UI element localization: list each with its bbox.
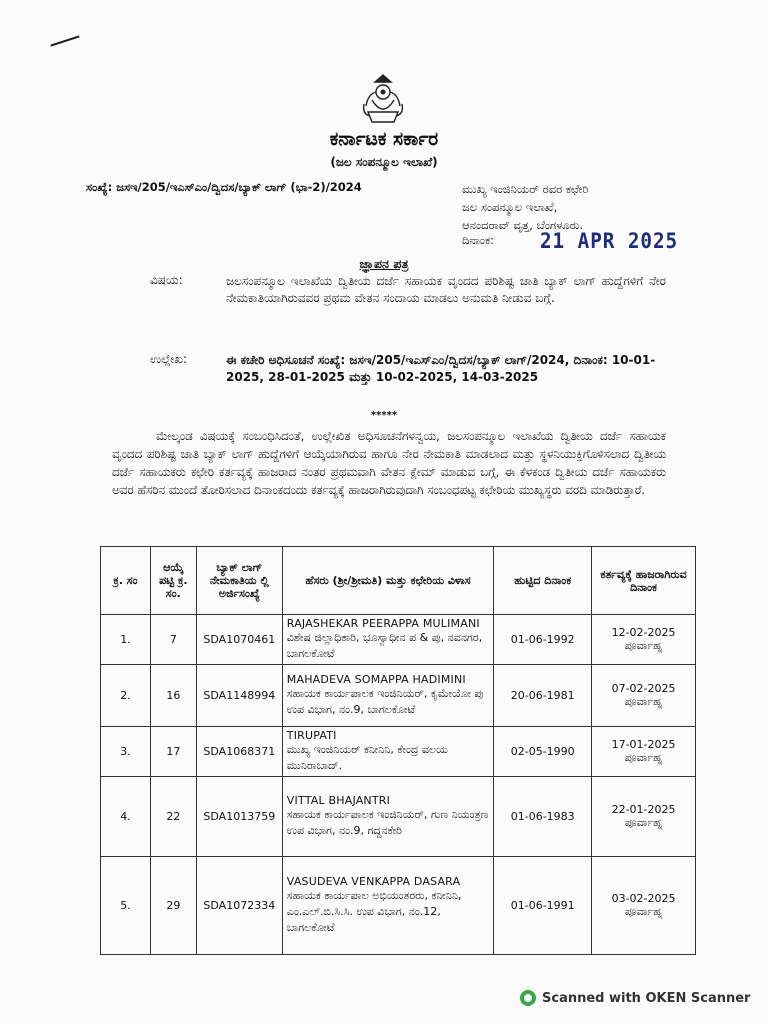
reference-text: ಈ ಕಚೇರಿ ಅಧಿಸೂಚನೆ ಸಂಖ್ಯೆ: ಜಸಇ/205/ಇಎಸ್ಎಂ/ದ್ವಿದಸ/ಬ್ಯಾಕ್ ಲಾಗ್/2024, ದಿನಾಂಕ: 10-01-2025, 28-01-2025 ಮತ್ತು 10-02-2025, 14-03-2025 [226, 353, 656, 384]
selection-number: 29 [150, 857, 196, 955]
person-name: VITTAL BHAJANTRI [286, 794, 391, 807]
office-address-text: ಸಹಾಯಕ ಕಾರ್ಯಪಾಲ ಅಭಿಯಂತರರು, ಕನೀನಿನಿ, ಎಂ.ಎಲ್.ಬಿ.ಸಿ.ಸಿ. ಉಪ ವಿಭಾಗ, ನಂ.12, ಬಾಗಲಕೋಟೆ [286, 889, 462, 934]
scanner-watermark [520, 990, 750, 1006]
scanner-text: Scanned with OKEN Scanner [542, 990, 751, 1006]
office-line: ಜಲ ಸಂಪನ್ಮೂಲ ಇಲಾಖೆ, [462, 200, 558, 214]
appointees-table [100, 546, 696, 955]
joining-date: 07-02-2025 [611, 682, 676, 695]
joining-date: 17-01-2025 [611, 738, 676, 751]
selection-number: 22 [150, 777, 196, 857]
joining-date: 22-01-2025 [611, 803, 676, 816]
office-address-text: ವಿಶೇಷ ಜಿಲ್ಲಾಧಿಕಾರಿ, ಭೂಸ್ವಾಧೀನ ಪ & ಪು, ನವನಗರ, ಬಾಗಲಕೋಟೆ [286, 631, 483, 660]
date-label: ದಿನಾಂಕ: [462, 233, 495, 247]
application-number: SDA1068371 [196, 727, 282, 777]
joining-session: ಪೂರ್ವಾಹ್ನ [624, 639, 663, 652]
table-header-row [101, 547, 696, 615]
joining-date: 12-02-2025 [611, 626, 676, 639]
state-emblem-icon [358, 72, 408, 126]
separator: ***** [370, 410, 398, 421]
joining-session: ಪೂರ್ವಾಹ್ನ [624, 751, 663, 764]
office-address [462, 180, 588, 234]
body-paragraph: ಮೇಲ್ಕಂಡ ವಿಷಯಕ್ಕೆ ಸಂಬಂಧಿಸಿದಂತೆ, ಉಲ್ಲೇಖಿತ ಅಧಿಸೂಚನೆಗಳನ್ವಯ, ಜಲಸಂಪನ್ಮೂಲ ಇಲಾಖೆಯ ದ್ವಿತೀಯ ದರ್ಜೆ ಸಹಾಯಕ ವೃಂದದ ಪರಿಶಿಷ್ಟ ಜಾತಿ ಬ್ಯಾಕ್ ಲಾಗ್ ಹುದ್ದೆಗಳಿಗೆ ಆಯ್ಕೆಯಾಗಿರುವ ಹಾಗೂ ನೇರ ನೇಮಕಾತಿ ಮಾಡಲಾದ ಮತ್ತು ಸ್ಥಳನಿಯುಕ್ತಿಗೊಳಿಸಲಾದ ದ್ವಿತೀಯ ದರ್ಜೆ ಸಹಾಯಕರು ಕಛೇರಿ ಕರ್ತವ್ಯಕ್ಕೆ ಹಾಜರಾದ ನಂತರ ಪ್ರಥಮವಾಗಿ ವೇತನ ಕ್ಲೇಮ್ ಮಾಡುವ ಬಗ್ಗೆ, ಈ ಕೆಳಕಂಡ ದ್ವಿತೀಯ ದರ್ಜೆ ಸಹಾಯಕರು ಅವರ ಹೆಸರಿನ ಮುಂದೆ ತೋರಿಸಲಾದ ದಿನಾಂಕದಂದು ಕರ್ತವ್ಯಕ್ಕೆ ಹಾಜರಾಗಿರುವುದಾಗಿ ಸಂಬಂಧಪಟ್ಟ ಕಛೇರಿಯ ಮುಖ್ಯಸ್ಥರು ವರದಿ ಮಾಡಿರುತ್ತಾರೆ. [112, 429, 666, 497]
date-stamp: 21 APR 2025 [540, 229, 679, 253]
office-address-text: ಸಹಾಯಕ ಕಾರ್ಯಪಾಲಕ ಇಂಜಿನಿಯರ್, ಕೃಮೇಯೋ ಪು ಉಪ ವಿಭಾಗ, ನಂ.9, ಬಾಗಲಕೋಟೆ [286, 687, 484, 716]
government-title: ಕರ್ನಾಟಕ ಸರ್ಕಾರ [329, 128, 439, 150]
reference-number: ಸಂಖ್ಯೆ: ಜಸಇ/205/ಇಎಸ್ಎಂ/ದ್ವಿದಸ/ಬ್ಯಾಕ್ ಲಾಗ್ (ಭಾ-2)/2024 [86, 180, 362, 194]
serial-number: 1. [101, 615, 151, 665]
scanner-logo-icon [520, 990, 536, 1006]
col-header: ಆಯ್ಕೆ ಪಟ್ಟಿ ಕ್ರ. ಸಂ. [150, 547, 196, 615]
date-of-birth: 02-05-1990 [494, 727, 592, 777]
pen-mark [50, 35, 79, 46]
joining-session: ಪೂರ್ವಾಹ್ನ [624, 905, 663, 918]
office-address-text: ಸಹಾಯಕ ಕಾರ್ಯಪಾಲಕ ಇಂಜಿನಿಯರ್, ಗುಣ ನಿಯಂತ್ರಣ ಉಪ ವಿಭಾಗ, ನಂ.9, ಗದ್ದನಕೇರಿ [286, 808, 489, 837]
subject-text: ಜಲಸಂಪನ್ಮೂಲ ಇಲಾಖೆಯ ದ್ವಿತೀಯ ದರ್ಜೆ ಸಹಾಯಕ ವೃಂದದ ಪರಿಶಿಷ್ಟ ಜಾತಿ ಬ್ಯಾಕ್ ಲಾಗ್ ಹುದ್ದೆಗಳಿಗೆ ನೇರ ನೇಮಕಾತಿಯಾಗಿರುವವರ ಪ್ರಥಮ ವೇತನ ಸಂದಾಯ ಮಾಡಲು ಅನುಮತಿ ನೀಡುವ ಬಗ್ಗೆ. [226, 274, 666, 305]
date-of-birth: 01-06-1992 [494, 615, 592, 665]
col-header: ಹುಟ್ಟಿದ ದಿನಾಂಕ [494, 547, 592, 615]
date-of-birth: 01-06-1991 [494, 857, 592, 955]
serial-number: 2. [101, 665, 151, 727]
office-line: ಆನಂದರಾವ್ ವೃತ್ತ, ಬೆಂಗಳೂರು. [462, 218, 584, 232]
table-row [101, 777, 696, 857]
person-name: VASUDEVA VENKAPPA DASARA [286, 875, 461, 888]
application-number: SDA1072334 [196, 857, 282, 955]
subject-label: ವಿಷಯ: [150, 273, 183, 287]
name-address-cell [282, 615, 494, 665]
serial-number: 5. [101, 857, 151, 955]
joining-date-cell [592, 615, 696, 665]
col-header: ಬ್ಯಾಕ್ ಲಾಗ್ ನೇಮಕಾತಿಯ ಲ್ಲಿ ಅರ್ಜಿಸಂಖ್ಯೆ [196, 547, 282, 615]
col-header: ಕ್ರ. ಸಂ [101, 547, 151, 615]
joining-session: ಪೂರ್ವಾಹ್ನ [624, 816, 663, 829]
joining-date-cell [592, 727, 696, 777]
name-address-cell [282, 727, 494, 777]
name-address-cell [282, 777, 494, 857]
table-row [101, 857, 696, 955]
department-name: (ಜಲ ಸಂಪನ್ಮೂಲ ಇಲಾಖೆ) [330, 155, 438, 169]
person-name: TIRUPATI [286, 729, 337, 742]
serial-number: 3. [101, 727, 151, 777]
joining-date-cell [592, 665, 696, 727]
selection-number: 7 [150, 615, 196, 665]
office-address-text: ಮುಖ್ಯ ಇಂಜಿನಿಯರ್ ಕನೀನಿನಿ, ಕೇಂದ್ರ ವಲಯ ಮುನಿರಾಬಾದ್. [286, 743, 448, 772]
name-address-cell [282, 857, 494, 955]
serial-number: 4. [101, 777, 151, 857]
selection-number: 17 [150, 727, 196, 777]
name-address-cell [282, 665, 494, 727]
application-number: SDA1070461 [196, 615, 282, 665]
date-of-birth: 01-06-1983 [494, 777, 592, 857]
table-row [101, 665, 696, 727]
selection-number: 16 [150, 665, 196, 727]
col-header: ಕರ್ತವ್ಯಕ್ಕೆ ಹಾಜರಾಗಿರುವ ದಿನಾಂಕ [592, 547, 696, 615]
col-header: ಹೆಸರು (ಶ್ರೀ/ಶ್ರೀಮತಿ) ಮತ್ತು ಕಛೇರಿಯ ವಿಳಾಸ [282, 547, 494, 615]
application-number: SDA1013759 [196, 777, 282, 857]
memo-title: ಜ್ಞಾಪನ ಪತ್ರ [359, 256, 409, 271]
joining-date: 03-02-2025 [611, 892, 676, 905]
table-row [101, 727, 696, 777]
reference-label: ಉಲ್ಲೇಖ: [150, 352, 188, 366]
date-of-birth: 20-06-1981 [494, 665, 592, 727]
application-number: SDA1148994 [196, 665, 282, 727]
person-name: MAHADEVA SOMAPPA HADIMINI [286, 673, 466, 686]
table-row [101, 615, 696, 665]
person-name: RAJASHEKAR PEERAPPA MULIMANI [286, 617, 480, 630]
joining-date-cell [592, 777, 696, 857]
joining-date-cell [592, 857, 696, 955]
office-line: ಮುಖ್ಯ ಇಂಜಿನಿಯರ್ ರವರ ಕಛೇರಿ [462, 182, 589, 196]
joining-session: ಪೂರ್ವಾಹ್ನ [624, 695, 663, 708]
